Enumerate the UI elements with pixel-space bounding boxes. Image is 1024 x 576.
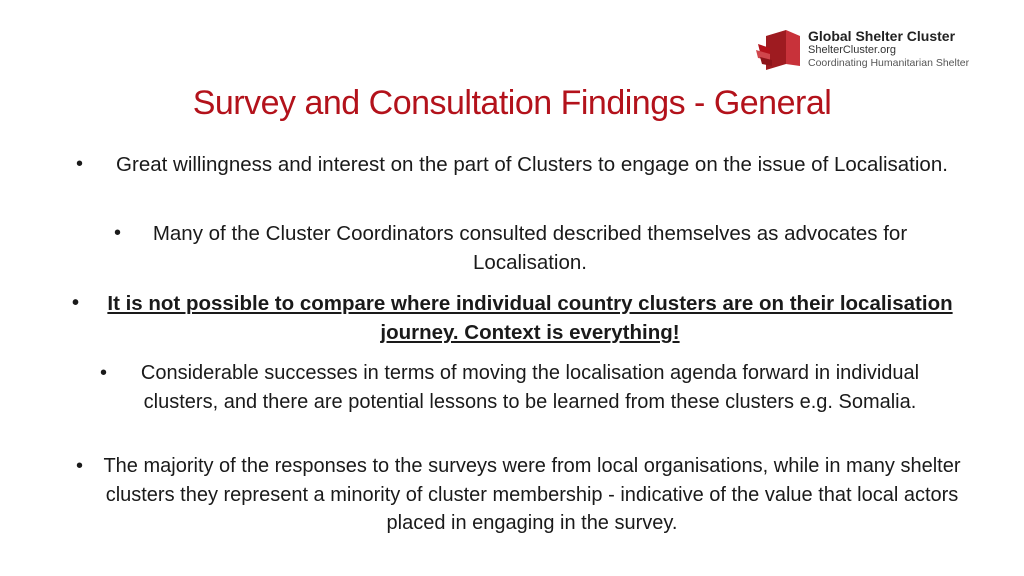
bullet-text: It is not possible to compare where individual country clusters are on their localisation journey. Context is everything! <box>107 292 953 344</box>
bullet-text: Great willingness and interest on the part of Clusters to engage on the issue of Localisation. <box>116 153 948 176</box>
logo-title: Global Shelter Cluster <box>808 28 956 44</box>
logo-tagline: Coordinating Humanitarian Shelter <box>808 57 970 69</box>
bullet-text: Many of the Cluster Coordinators consulted described themselves as advocates for Localisation. <box>152 222 908 274</box>
hands-house-icon <box>756 30 802 70</box>
bullet-item-emphasis <box>72 289 964 347</box>
slide-title: Survey and Consultation Findings - General <box>192 84 832 122</box>
bullet-dot: • <box>76 455 84 477</box>
bullet-item <box>76 452 964 538</box>
global-shelter-cluster-logo <box>756 28 996 72</box>
bullet-text: Considerable successes in terms of moving the localisation agenda forward in individual clusters, and there are potential lessons to be learned from these clusters e.g. Somalia. <box>140 362 920 413</box>
bullet-dot: • <box>114 222 122 244</box>
bullet-dot: • <box>100 362 108 384</box>
bullet-text: The majority of the responses to the surveys were from local organisations, while in many shelter clusters they represent a minority of cluster membership - indicative of the value that local actors placed in engaging in the survey. <box>103 455 961 534</box>
bullet-dot: • <box>72 292 80 314</box>
bullet-item <box>100 359 940 416</box>
bullet-item <box>114 219 922 277</box>
logo-url: ShelterCluster.org <box>808 44 897 56</box>
bullet-dot: • <box>76 153 84 175</box>
bullet-item <box>76 150 964 179</box>
